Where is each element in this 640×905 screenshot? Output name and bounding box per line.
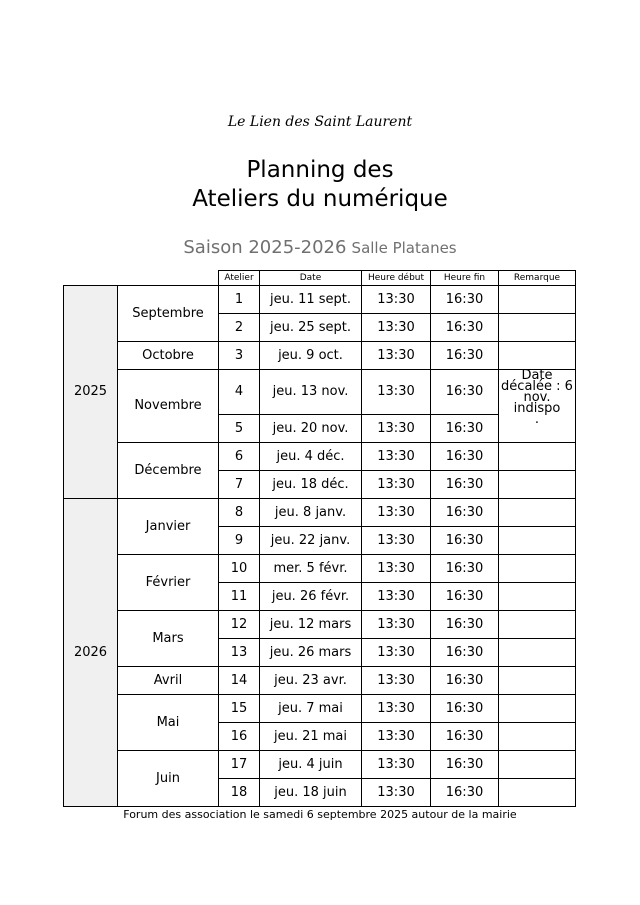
month-cell-decembre: Décembre bbox=[118, 442, 219, 498]
month-cell-septembre: Septembre bbox=[118, 286, 219, 342]
start-time: 13:30 bbox=[362, 554, 431, 582]
atelier-date: jeu. 21 mai bbox=[260, 722, 362, 750]
start-time: 13:30 bbox=[362, 442, 431, 470]
start-time: 13:30 bbox=[362, 470, 431, 498]
month-cell-fevrier: Février bbox=[118, 554, 219, 610]
end-time: 16:30 bbox=[431, 778, 499, 806]
month-cell-avril: Avril bbox=[118, 666, 219, 694]
column-header-date: Date bbox=[260, 271, 362, 286]
atelier-date: mer. 5 févr. bbox=[260, 554, 362, 582]
start-time: 13:30 bbox=[362, 638, 431, 666]
atelier-number: 3 bbox=[219, 342, 260, 370]
end-time: 16:30 bbox=[431, 750, 499, 778]
atelier-date: jeu. 4 juin bbox=[260, 750, 362, 778]
atelier-date: jeu. 12 mars bbox=[260, 610, 362, 638]
table-row bbox=[64, 750, 576, 778]
atelier-number: 2 bbox=[219, 314, 260, 342]
end-time: 16:30 bbox=[431, 498, 499, 526]
table-row bbox=[64, 342, 576, 370]
title-line-1: Planning des bbox=[246, 157, 394, 183]
atelier-date: jeu. 26 févr. bbox=[260, 582, 362, 610]
year-cell-2025: 2025 bbox=[64, 286, 118, 499]
month-cell-mai: Mai bbox=[118, 694, 219, 750]
atelier-number: 14 bbox=[219, 666, 260, 694]
atelier-number: 6 bbox=[219, 442, 260, 470]
title-line-2: Ateliers du numérique bbox=[192, 186, 448, 212]
month-cell-juin: Juin bbox=[118, 750, 219, 806]
table-header-row bbox=[64, 271, 576, 286]
remark-cell bbox=[499, 694, 576, 722]
start-time: 13:30 bbox=[362, 722, 431, 750]
remark-cell bbox=[499, 610, 576, 638]
start-time: 13:30 bbox=[362, 750, 431, 778]
table-row bbox=[64, 370, 576, 415]
table-row bbox=[64, 286, 576, 314]
atelier-number: 13 bbox=[219, 638, 260, 666]
atelier-number: 12 bbox=[219, 610, 260, 638]
start-time: 13:30 bbox=[362, 342, 431, 370]
atelier-date: jeu. 20 nov. bbox=[260, 414, 362, 442]
remark-cell bbox=[499, 470, 576, 498]
atelier-number: 10 bbox=[219, 554, 260, 582]
schedule-table bbox=[63, 270, 576, 807]
start-time: 13:30 bbox=[362, 526, 431, 554]
remark-cell bbox=[499, 314, 576, 342]
column-header-start: Heure début bbox=[362, 271, 431, 286]
start-time: 13:30 bbox=[362, 286, 431, 314]
atelier-date: jeu. 11 sept. bbox=[260, 286, 362, 314]
column-header-remark: Remarque bbox=[499, 271, 576, 286]
season-subtitle bbox=[0, 237, 640, 258]
month-cell-janvier: Janvier bbox=[118, 498, 219, 554]
start-time: 13:30 bbox=[362, 414, 431, 442]
remark-cell bbox=[499, 526, 576, 554]
atelier-number: 8 bbox=[219, 498, 260, 526]
end-time: 16:30 bbox=[431, 554, 499, 582]
column-header-atelier: Atelier bbox=[219, 271, 260, 286]
end-time: 16:30 bbox=[431, 666, 499, 694]
atelier-number: 1 bbox=[219, 286, 260, 314]
remark-cell bbox=[499, 554, 576, 582]
remark-cell bbox=[499, 666, 576, 694]
start-time: 13:30 bbox=[362, 694, 431, 722]
atelier-date: jeu. 8 janv. bbox=[260, 498, 362, 526]
table-row bbox=[64, 498, 576, 526]
end-time: 16:30 bbox=[431, 314, 499, 342]
page-title bbox=[0, 156, 640, 214]
start-time: 13:30 bbox=[362, 498, 431, 526]
atelier-date: jeu. 4 déc. bbox=[260, 442, 362, 470]
column-header-end: Heure fin bbox=[431, 271, 499, 286]
remark-cell bbox=[499, 750, 576, 778]
end-time: 16:30 bbox=[431, 370, 499, 415]
atelier-date: jeu. 25 sept. bbox=[260, 314, 362, 342]
start-time: 13:30 bbox=[362, 370, 431, 415]
end-time: 16:30 bbox=[431, 286, 499, 314]
atelier-number: 16 bbox=[219, 722, 260, 750]
season-label: Saison 2025-2026 bbox=[183, 237, 347, 258]
start-time: 13:30 bbox=[362, 582, 431, 610]
remark-cell bbox=[499, 442, 576, 470]
remark-cell bbox=[499, 342, 576, 370]
atelier-date: jeu. 23 avr. bbox=[260, 666, 362, 694]
table-row bbox=[64, 694, 576, 722]
atelier-number: 11 bbox=[219, 582, 260, 610]
start-time: 13:30 bbox=[362, 666, 431, 694]
organization-name: Le Lien des Saint Laurent bbox=[227, 114, 413, 130]
remark-cell bbox=[499, 778, 576, 806]
year-cell-2026: 2026 bbox=[64, 498, 118, 806]
remark-cell bbox=[499, 498, 576, 526]
atelier-number: 5 bbox=[219, 414, 260, 442]
end-time: 16:30 bbox=[431, 342, 499, 370]
table-row bbox=[64, 442, 576, 470]
atelier-date: jeu. 18 déc. bbox=[260, 470, 362, 498]
remark-cell: . bbox=[499, 414, 576, 442]
end-time: 16:30 bbox=[431, 442, 499, 470]
end-time: 16:30 bbox=[431, 582, 499, 610]
atelier-date: jeu. 9 oct. bbox=[260, 342, 362, 370]
atelier-number: 18 bbox=[219, 778, 260, 806]
venue-label: Salle Platanes bbox=[351, 239, 457, 257]
atelier-date: jeu. 26 mars bbox=[260, 638, 362, 666]
table-row bbox=[64, 610, 576, 638]
month-cell-mars: Mars bbox=[118, 610, 219, 666]
end-time: 16:30 bbox=[431, 638, 499, 666]
atelier-date: jeu. 7 mai bbox=[260, 694, 362, 722]
start-time: 13:30 bbox=[362, 314, 431, 342]
end-time: 16:30 bbox=[431, 470, 499, 498]
atelier-date: jeu. 22 janv. bbox=[260, 526, 362, 554]
atelier-number: 9 bbox=[219, 526, 260, 554]
remark-cell bbox=[499, 582, 576, 610]
end-time: 16:30 bbox=[431, 722, 499, 750]
footer-note: Forum des association le samedi 6 septembre 2025 autour de la mairie bbox=[123, 808, 517, 821]
end-time: 16:30 bbox=[431, 526, 499, 554]
table-row bbox=[64, 666, 576, 694]
header-blank bbox=[64, 271, 219, 286]
month-cell-novembre: Novembre bbox=[118, 370, 219, 443]
atelier-number: 15 bbox=[219, 694, 260, 722]
atelier-date: jeu. 18 juin bbox=[260, 778, 362, 806]
end-time: 16:30 bbox=[431, 610, 499, 638]
table-row bbox=[64, 554, 576, 582]
atelier-date: jeu. 13 nov. bbox=[260, 370, 362, 415]
remark-cell: Date décalée : 6 nov. indispo bbox=[499, 370, 576, 415]
start-time: 13:30 bbox=[362, 778, 431, 806]
remark-cell bbox=[499, 286, 576, 314]
atelier-number: 4 bbox=[219, 370, 260, 415]
end-time: 16:30 bbox=[431, 694, 499, 722]
remark-cell bbox=[499, 722, 576, 750]
end-time: 16:30 bbox=[431, 414, 499, 442]
atelier-number: 17 bbox=[219, 750, 260, 778]
start-time: 13:30 bbox=[362, 610, 431, 638]
atelier-number: 7 bbox=[219, 470, 260, 498]
remark-cell bbox=[499, 638, 576, 666]
month-cell-octobre: Octobre bbox=[118, 342, 219, 370]
